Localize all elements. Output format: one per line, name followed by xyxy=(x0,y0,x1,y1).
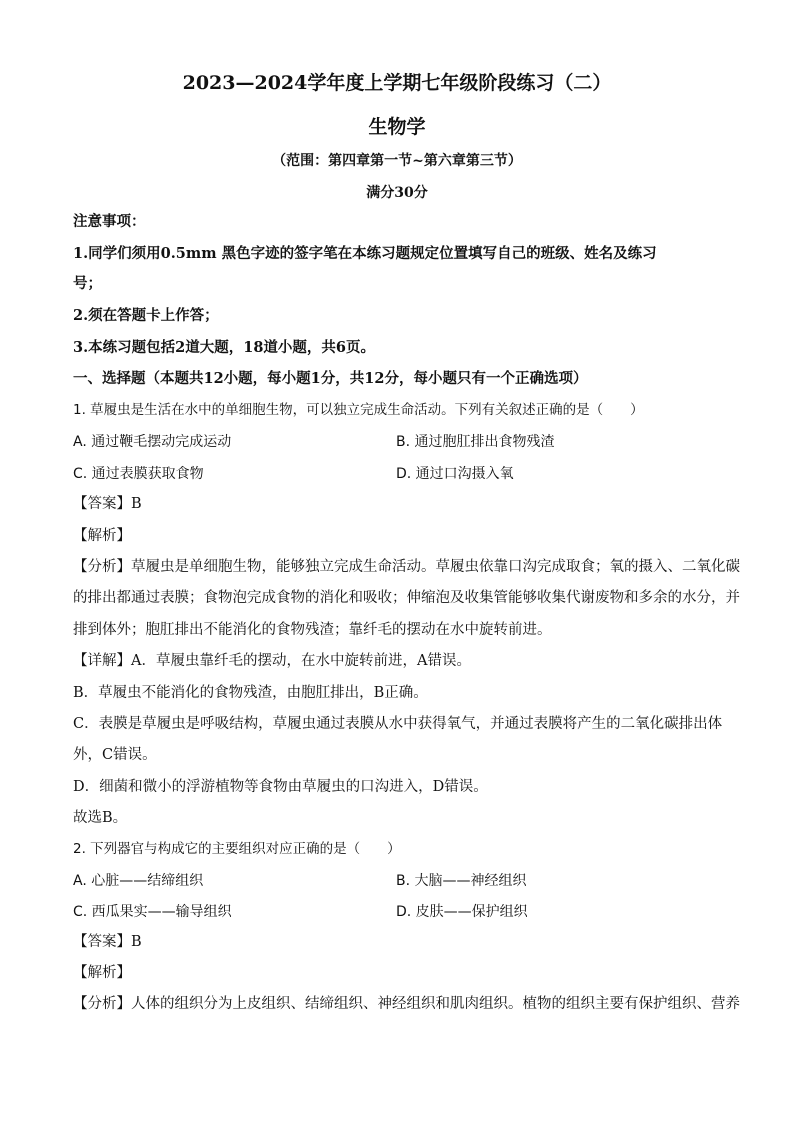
q1-analysis-label: 【解析】 xyxy=(73,528,131,544)
score-line: 满分30分 xyxy=(366,185,428,201)
q2-analysis-label: 【解析】 xyxy=(73,965,131,981)
scope-line: （范围：第四章第一节~第六章第三节） xyxy=(272,153,522,169)
q1-detail-line-1: 【详解】A．草履虫靠纤毛的摆动，在水中旋转前进，A错误。 xyxy=(73,653,471,669)
notes-item-1-cont: 号； xyxy=(73,275,102,292)
q2-answer: 【答案】B xyxy=(73,934,142,950)
subject-title: 生物学 xyxy=(368,116,426,138)
q2-analysis-line-1: 【分析】人体的组织分为上皮组织、结缔组织、神经组织和肌肉组织。植物的组织主要有保护组织、营养 xyxy=(73,996,740,1012)
notes-item-3: 3.本练习题包括2道大题，18道小题，共6页。 xyxy=(73,339,375,356)
q1-analysis-line-2: 的排出都通过表膜；食物泡完成食物的消化和吸收；伸缩泡及收集管能够收集代谢废物和多余的水分，并 xyxy=(73,590,740,606)
q1-stem: 1. 草履虫是生活在水中的单细胞生物，可以独立完成生命活动。下列有关叙述正确的是（ ） xyxy=(73,402,644,418)
q2-option-b: B. 大脑——神经组织 xyxy=(396,873,527,889)
q1-detail-line-3: C．表膜是草履虫是呼吸结构，草履虫通过表膜从水中获得氧气，并通过表膜将产生的二氧化碳排出体 xyxy=(73,716,723,732)
q1-analysis-line-3: 排到体外；胞肛排出不能消化的食物残渣；靠纤毛的摆动在水中旋转前进。 xyxy=(73,622,552,638)
notes-heading: 注意事项： xyxy=(73,213,146,230)
notes-item-2: 2.须在答题卡上作答； xyxy=(73,307,219,324)
q1-detail-line-5: D．细菌和微小的浮游植物等食物由草履虫的口沟进入，D错误。 xyxy=(73,779,488,795)
q1-detail-line-2: B．草履虫不能消化的食物残渣，由胞肛排出，B正确。 xyxy=(73,685,428,701)
q2-stem: 2. 下列器官与构成它的主要组织对应正确的是（ ） xyxy=(73,841,401,857)
q2-option-c: C. 西瓜果实——输导组织 xyxy=(73,904,232,920)
q1-answer: 【答案】B xyxy=(73,496,142,512)
section-heading: 一、选择题（本题共12小题，每小题1分，共12分，每小题只有一个正确选项） xyxy=(73,370,588,387)
q1-detail-line-6: 故选B。 xyxy=(73,810,128,826)
q1-analysis-line-1: 【分析】草履虫是单细胞生物，能够独立完成生命活动。草履虫依靠口沟完成取食；氧的摄入、二氧化碳 xyxy=(73,559,740,575)
q1-option-b: B. 通过胞肛排出食物残渣 xyxy=(396,434,555,450)
q1-option-a: A. 通过鞭毛摆动完成运动 xyxy=(73,434,232,450)
q1-detail-line-4: 外，C错误。 xyxy=(73,747,157,763)
exam-title: 2023—2024学年度上学期七年级阶段练习（二） xyxy=(182,72,612,94)
q1-option-d: D. 通过口沟摄入氧 xyxy=(396,466,514,482)
q2-option-a: A. 心脏——结缔组织 xyxy=(73,873,204,889)
q2-option-d: D. 皮肤——保护组织 xyxy=(396,904,528,920)
notes-item-1: 1.同学们须用0.5mm 黑色字迹的签字笔在本练习题规定位置填写自己的班级、姓名及练习 xyxy=(73,245,657,262)
q1-option-c: C. 通过表膜获取食物 xyxy=(73,466,204,482)
